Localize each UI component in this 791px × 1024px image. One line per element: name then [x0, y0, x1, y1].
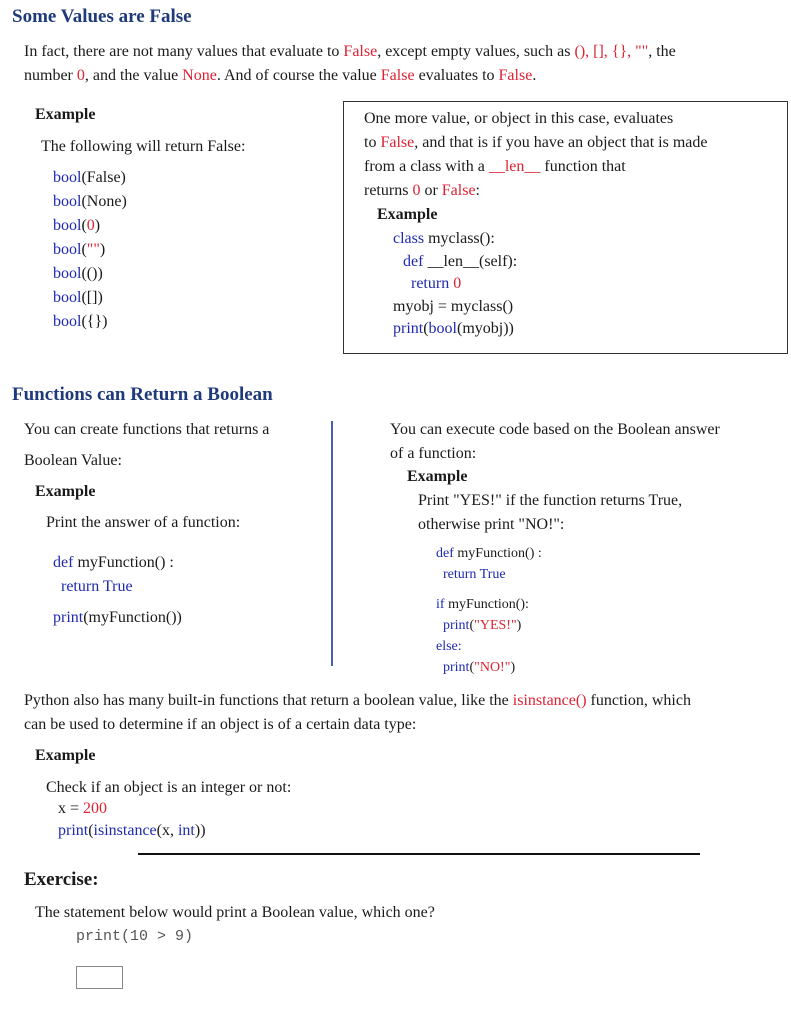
exercise-question: The statement below would print a Boolean value, which one? — [35, 904, 435, 921]
right-code-line: print("YES!") — [443, 618, 522, 633]
section-divider — [138, 853, 700, 855]
right-text-line-2: of a function: — [390, 445, 477, 462]
section-title-functions: Functions can Return a Boolean — [12, 384, 273, 405]
exercise-title: Exercise: — [24, 869, 99, 890]
left-text-line-1: You can create functions that returns a — [24, 421, 270, 438]
box-code-line: print(bool(myobj)) — [393, 320, 514, 337]
code-line: bool(0) — [53, 217, 101, 234]
isinstance-example-desc: Check if an object is an integer or not: — [46, 779, 292, 796]
box-line-3: from a class with a __len__ function that — [364, 158, 626, 175]
left-example-label: Example — [35, 483, 96, 500]
left-example-description: Print the answer of a function: — [46, 514, 241, 531]
intro-line-2: number 0, and the value None. And of course the value False evaluates to False. — [24, 67, 537, 84]
right-code-line: else: — [436, 639, 462, 654]
isinstance-example-label: Example — [35, 747, 96, 764]
right-example-desc-2: otherwise print "NO!": — [418, 516, 565, 533]
isinstance-line-1: Python also has many built-in functions that return a boolean value, like the isinstance() function, which — [24, 692, 691, 709]
section-title-false-values: Some Values are False — [12, 6, 192, 27]
left-text-line-2: Boolean Value: — [24, 452, 122, 469]
right-code-line: if myFunction(): — [436, 597, 529, 612]
code-line: bool(None) — [53, 193, 127, 210]
box-line-1: One more value, or object in this case, evaluates — [364, 110, 674, 127]
box-code-line: class myclass(): — [393, 230, 495, 247]
right-text-line-1: You can execute code based on the Boolean answer — [390, 421, 720, 438]
code-line: bool(()) — [53, 265, 103, 282]
exercise-answer-input[interactable] — [76, 966, 123, 989]
right-example-label: Example — [407, 468, 468, 485]
box-line-4: returns 0 or False: — [364, 182, 480, 199]
isinstance-code-line: print(isinstance(x, int)) — [58, 822, 206, 839]
left-code-line: return True — [61, 578, 133, 595]
left-code-line: print(myFunction()) — [53, 609, 182, 626]
box-code-line: def __len__(self): — [403, 253, 518, 270]
right-code-line: print("NO!") — [443, 660, 516, 675]
box-line-2: to False, and that is if you have an object that is made — [364, 134, 708, 151]
example-description: The following will return False: — [41, 138, 246, 155]
code-line: bool([]) — [53, 289, 103, 306]
isinstance-line-2: can be used to determine if an object is of a certain data type: — [24, 716, 417, 733]
code-line: bool(False) — [53, 169, 126, 186]
exercise-code: print(10 > 9) — [76, 928, 194, 945]
intro-line-1: In fact, there are not many values that evaluate to False, except empty values, such as (), [], {}, "", the — [24, 43, 676, 60]
right-code-line: def myFunction() : — [436, 546, 542, 561]
box-example-label: Example — [377, 206, 438, 223]
isinstance-code-line: x = 200 — [58, 800, 108, 817]
code-line: bool("") — [53, 241, 106, 258]
box-code-line: myobj = myclass() — [393, 298, 514, 315]
code-line: bool({}) — [53, 313, 108, 330]
left-code-line: def myFunction() : — [53, 554, 174, 571]
box-code-line: return 0 — [411, 275, 462, 292]
column-divider — [331, 421, 333, 666]
example-label: Example — [35, 106, 96, 123]
right-example-desc-1: Print "YES!" if the function returns True, — [418, 492, 683, 509]
right-code-line: return True — [443, 567, 506, 582]
